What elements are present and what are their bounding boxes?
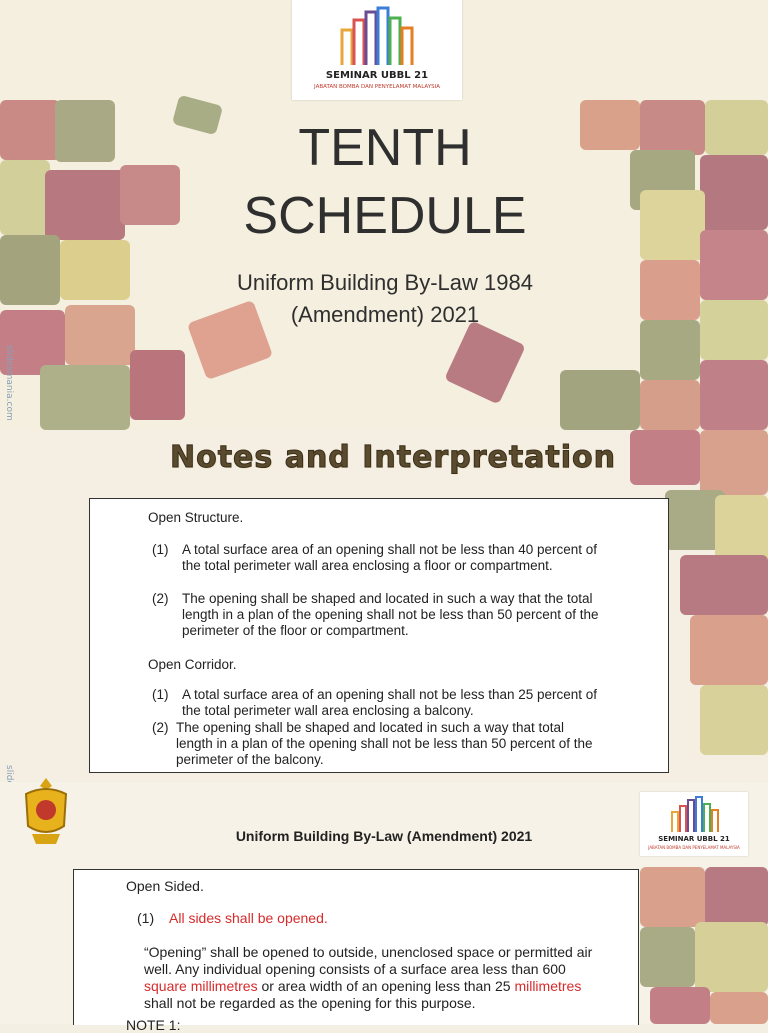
puzzle-piece: [444, 320, 526, 404]
puzzle-piece: [640, 260, 700, 320]
structure-item-2-number: (2): [152, 591, 169, 606]
puzzle-piece: [700, 360, 768, 430]
puzzle-piece: [695, 922, 768, 992]
puzzle-piece: [560, 370, 640, 430]
notes-box: [89, 498, 669, 773]
puzzle-piece: [705, 867, 768, 927]
opening-definition-line2: well. Any individual opening consists of a surface area less than 600: [144, 961, 566, 977]
puzzle-piece: [40, 365, 130, 430]
puzzle-piece: [640, 927, 695, 987]
puzzle-piece: [705, 100, 768, 155]
puzzle-piece: [60, 240, 130, 300]
corridor-item-2-line2: length in a plan of the opening shall not be less than 50 percent of the: [176, 736, 593, 751]
structure-item-2-line2: length in a plan of the opening shall not be less than 50 percent of the: [182, 607, 599, 622]
puzzle-piece: [45, 170, 125, 240]
seminar-logo: [292, 0, 462, 100]
puzzle-piece: [700, 685, 768, 755]
open-structure-heading: Open Structure.: [148, 510, 244, 525]
puzzle-piece: [0, 100, 60, 160]
seminar-logo-small: [640, 792, 748, 856]
puzzle-piece: [680, 555, 768, 615]
open-sided-box: [73, 869, 639, 1033]
slide-subtitle-line2: (Amendment) 2021: [290, 302, 480, 327]
logo-subtitle: JABATAN BOMBA DAN PENYELAMAT MALAYSIA: [314, 84, 440, 90]
slide-title-line1: TENTH: [298, 119, 472, 177]
logo-name: SEMINAR UBBL 21: [325, 70, 429, 81]
puzzle-piece: [55, 100, 115, 162]
puzzle-piece: [700, 430, 768, 495]
puzzle-piece: [690, 615, 768, 685]
corridor-item-2-line1: The opening shall be shaped and located in such a way that total: [176, 720, 565, 735]
puzzle-piece: [0, 235, 60, 305]
puzzle-piece: [700, 300, 768, 360]
slide3-title: Uniform Building By-Law (Amendment) 2021: [235, 828, 533, 844]
puzzle-piece: [65, 305, 135, 365]
open-sided-item-1-text: All sides shall be opened.: [169, 910, 328, 926]
puzzle-piece: [650, 987, 710, 1024]
puzzle-piece: [120, 165, 180, 225]
puzzle-piece: [640, 320, 700, 380]
opening-definition-line3: [144, 978, 581, 994]
puzzle-piece: [640, 190, 705, 260]
square-millimetres-text: square millimetres: [144, 978, 258, 994]
width-text: or area width of an opening less than 25: [257, 978, 515, 994]
structure-item-1-line2: the total perimeter wall area enclosing a floor or compartment.: [182, 558, 553, 573]
opening-definition-line1: “Opening” shall be opened to outside, unenclosed space or permitted air: [144, 944, 593, 960]
puzzle-piece: [630, 430, 700, 485]
opening-definition-line4: shall not be regarded as the opening for this purpose.: [144, 995, 476, 1011]
structure-item-2-line3: perimeter of the floor or compartment.: [182, 623, 409, 638]
logo-name: SEMINAR UBBL 21: [658, 835, 730, 843]
open-corridor-heading: Open Corridor.: [148, 657, 237, 672]
notes-heading: Notes and Interpretation: [170, 440, 617, 475]
puzzle-piece: [640, 380, 700, 430]
puzzle-piece: [130, 350, 185, 420]
logo-subtitle: JABATAN BOMBA DAN PENYELAMAT MALAYSIA: [648, 845, 740, 850]
corridor-item-1-line2: the total perimeter wall area enclosing a balcony.: [182, 703, 474, 718]
structure-item-2-line1: The opening shall be shaped and located in such a way that the total: [182, 591, 593, 606]
open-sided-item-1-number: (1): [137, 910, 155, 926]
slide-subtitle-line1: Uniform Building By-Law 1984: [237, 270, 533, 295]
puzzle-piece: [700, 230, 768, 300]
title-slide: [0, 0, 768, 430]
corridor-item-1-line1: A total surface area of an opening shall not be less than 25 percent of: [182, 687, 598, 702]
open-sided-heading: Open Sided.: [126, 878, 204, 894]
watermark: slidesmania.com: [4, 345, 14, 421]
slide-title-line2: SCHEDULE: [243, 187, 527, 245]
puzzle-piece: [640, 100, 705, 155]
corridor-item-2-line3: perimeter of the balcony.: [176, 752, 324, 767]
note-label: NOTE 1:: [126, 1017, 181, 1033]
millimetres-text: millimetres: [514, 978, 582, 994]
structure-item-1-line1: A total surface area of an opening shall not be less than 40 percent of: [182, 542, 598, 557]
puzzle-piece: [640, 867, 705, 927]
structure-item-1-number: (1): [152, 542, 169, 557]
puzzle-piece: [700, 155, 768, 230]
puzzle-piece: [710, 992, 768, 1024]
puzzle-piece: [0, 160, 50, 235]
building-skyline-icon: [292, 0, 462, 70]
corridor-item-2-number: (2): [152, 720, 169, 735]
corridor-item-1-number: (1): [152, 687, 169, 702]
